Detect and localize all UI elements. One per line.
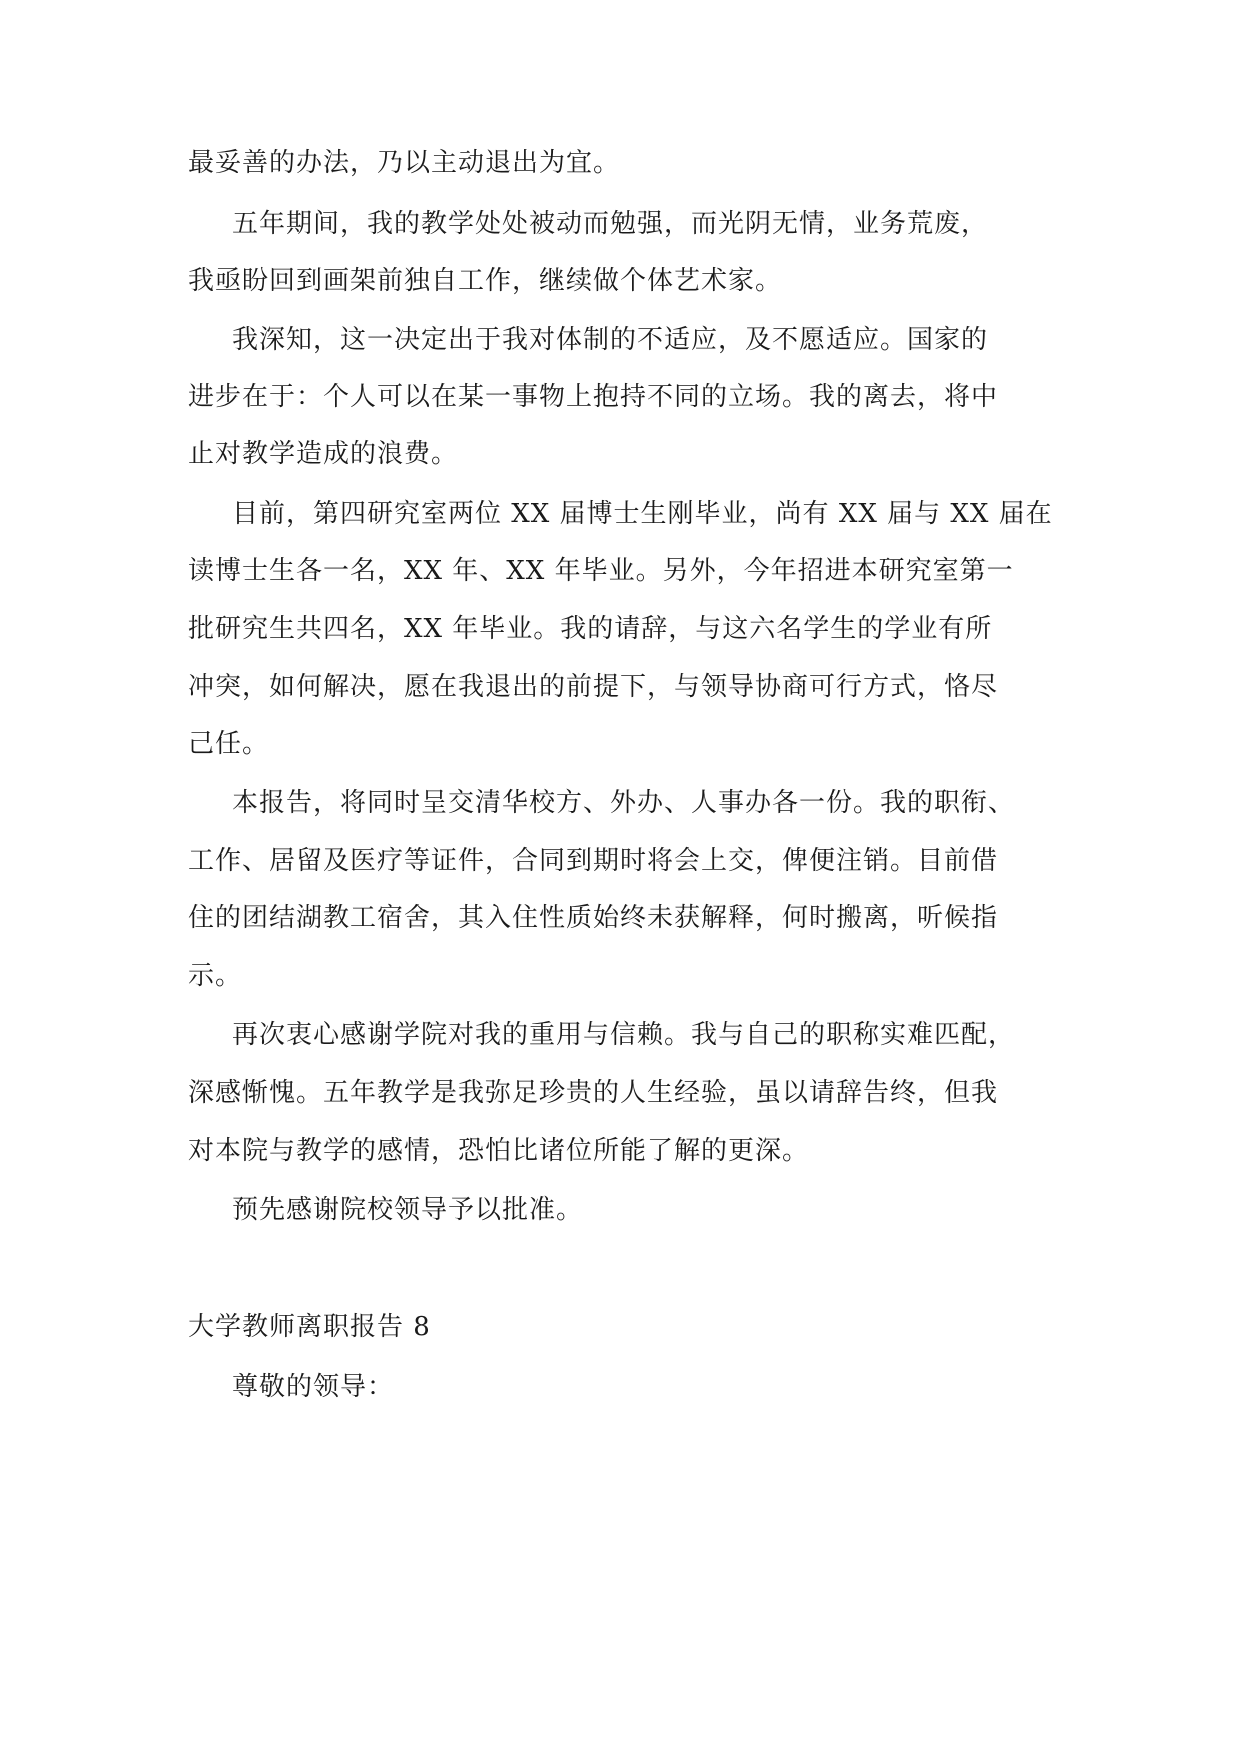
paragraph-line: 再次衷心感谢学院对我的重用与信赖。我与自己的职称实难匹配， [232, 1020, 1016, 1050]
paragraph-line: 读博士生各一名，XX 年、XX 年毕业。另外，今年招进本研究室第一 [188, 556, 1014, 586]
paragraph-line: 批研究生共四名，XX 年毕业。我的请辞，与这六名学生的学业有所 [188, 614, 993, 644]
paragraph-line: 住的团结湖教工宿舍，其入住性质始终未获解释，何时搬离，听候指 [188, 903, 999, 933]
salutation: 尊敬的领导： [232, 1372, 395, 1402]
paragraph-line: 本报告，将同时呈交清华校方、外办、人事办各一份。我的职衔、 [232, 788, 1016, 818]
paragraph-line: 示。 [188, 961, 243, 991]
paragraph-line: 预先感谢院校领导予以批准。 [232, 1195, 584, 1225]
paragraph-line: 深感惭愧。五年教学是我弥足珍贵的人生经验，虽以请辞告终，但我 [188, 1078, 999, 1108]
paragraph-line: 五年期间，我的教学处处被动而勉强，而光阴无情，业务荒废， [232, 209, 989, 239]
paragraph-line: 工作、居留及医疗等证件，合同到期时将会上交，俾便注销。目前借 [188, 846, 999, 876]
paragraph-line: 我亟盼回到画架前独自工作，继续做个体艺术家。 [188, 266, 783, 296]
paragraph-line: 止对教学造成的浪费。 [188, 439, 459, 469]
paragraph-line: 己任。 [188, 729, 270, 759]
section-heading: 大学教师离职报告 8 [188, 1312, 431, 1342]
paragraph-line: 目前，第四研究室两位 XX 届博士生刚毕业，尚有 XX 届与 XX 届在 [232, 499, 1053, 529]
paragraph-line: 我深知，这一决定出于我对体制的不适应，及不愿适应。国家的 [232, 325, 989, 355]
paragraph-line: 冲突，如何解决，愿在我退出的前提下，与领导协商可行方式，恪尽 [188, 672, 999, 702]
paragraph-line: 最妥善的办法，乃以主动退出为宜。 [188, 148, 621, 178]
paragraph-line: 进步在于：个人可以在某一事物上抱持不同的立场。我的离去，将中 [188, 382, 999, 412]
paragraph-line: 对本院与教学的感情，恐怕比诸位所能了解的更深。 [188, 1136, 810, 1166]
